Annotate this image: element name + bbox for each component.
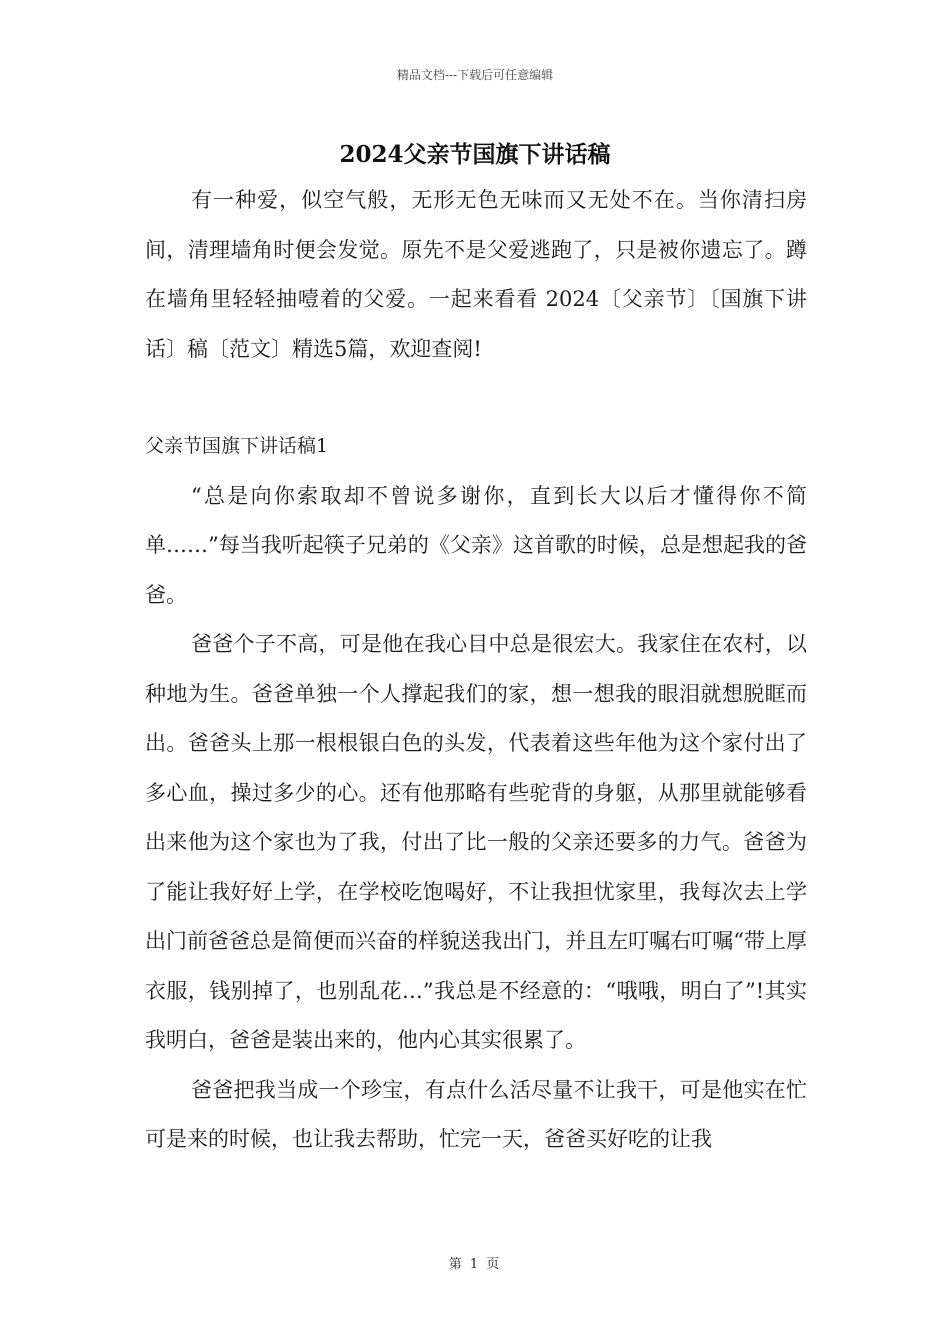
body-paragraph-1: “总是向你索取却不曾说多谢你，直到长大以后才懂得你不简单……”每当我听起筷子兄弟的《父亲》这首歌的时候，总是想起我的爸爸。 — [145, 483, 807, 607]
body-paragraph-2: 爸爸个子不高，可是他在我心目中总是很宏大。我家住在农村，以种地为生。爸爸单独一个人撑起我们的家，想一想我的眼泪就想脱眶而出。爸爸头上那一根根银白色的头发，代表着这些年他为这个家付出了多心血，操过多少的心。还有他那略有些驼背的身躯，从那里就能够看出来他为这个家也为了我，付出了比一般的父亲还要多的力气。爸爸为了能让我好好上学，在学校吃饱喝好，不让我担忧家里，我每次去上学出门前爸爸总是简便而兴奋的样貌送我出门，并且左叮嘱右叮嘱“带上厚衣服，钱别掉了，也别乱花…”我总是不经意的：“哦哦，明白了”!其实我明白，爸爸是装出来的，他内心其实很累了。 — [145, 632, 807, 1052]
section-title: 父亲节国旗下讲话稿1 — [145, 435, 329, 457]
document-body — [145, 176, 807, 1165]
page-number: 第 1 页 — [448, 1257, 502, 1272]
intro-paragraph: 有一种爱，似空气般，无形无色无味而又无处不在。当你清扫房间，清理墙角时便会发觉。原先不是父爱逃跑了，只是被你遗忘了。蹲在墙角里轻轻抽噎着的父爱。一起来看看 2024〔父亲节〕〔国旗下讲话〕稿〔范文〕精选5篇，欢迎查阅! — [145, 188, 807, 361]
page-header: 精品文档---下载后可任意编辑 — [396, 68, 554, 82]
document-title: 2024父亲节国旗下讲话稿 — [339, 141, 611, 168]
body-paragraph-3: 爸爸把我当成一个珍宝，有点什么活尽量不让我干，可是他实在忙可是来的时候，也让我去帮助，忙完一天，爸爸买好吃的让我 — [145, 1077, 807, 1151]
